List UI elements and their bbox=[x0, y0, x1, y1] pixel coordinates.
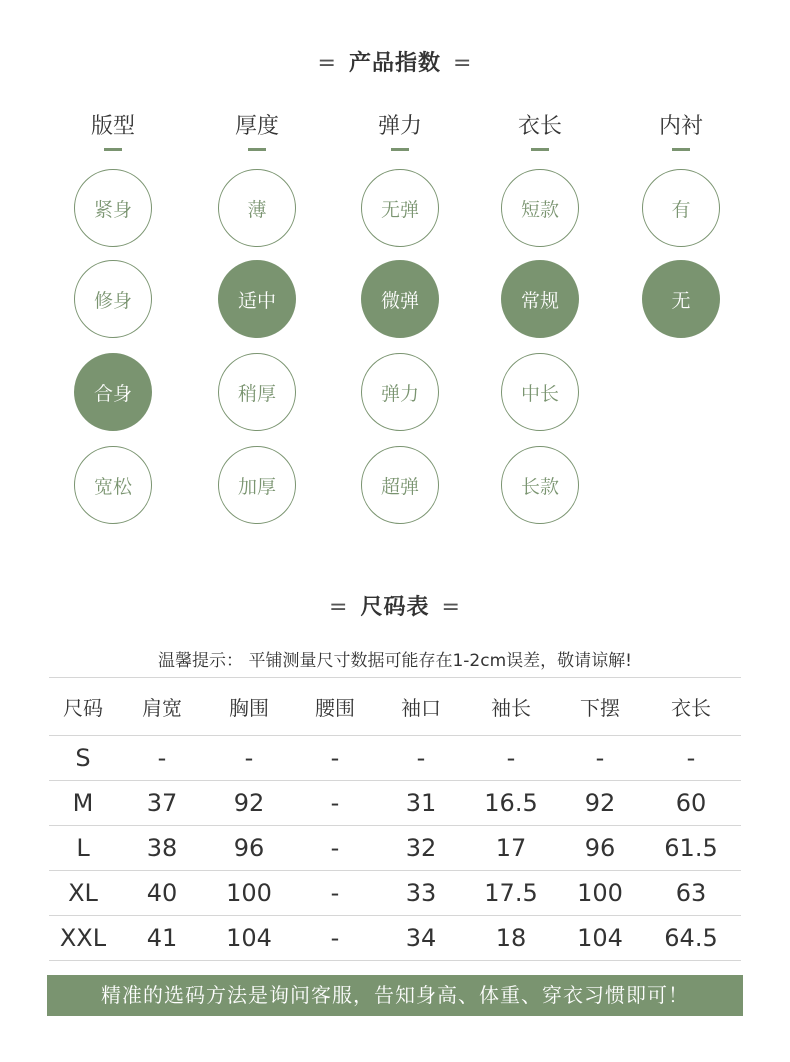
attr-header-label: 衣长 bbox=[517, 114, 562, 139]
measurement-cell: 38 bbox=[117, 826, 207, 871]
attr-header-label: 厚度 bbox=[234, 114, 279, 139]
size-label-cell: XL bbox=[49, 871, 117, 916]
attr-header-underline bbox=[104, 148, 122, 151]
measurement-cell: 37 bbox=[117, 781, 207, 826]
measurement-cell: 64.5 bbox=[641, 916, 741, 961]
attr-option: 宽松 bbox=[74, 446, 152, 524]
measurement-cell: 104 bbox=[559, 916, 641, 961]
measurement-cell: - bbox=[291, 781, 379, 826]
attr-option: 弹力 bbox=[361, 353, 439, 431]
title-eq-right: = bbox=[441, 595, 461, 620]
size-advice-banner: 精准的选码方法是询问客服，告知身高、体重、穿衣习惯即可！ bbox=[47, 975, 743, 1016]
measurement-cell: 40 bbox=[117, 871, 207, 916]
product-index-title-text: 产品指数 bbox=[348, 51, 441, 76]
attr-header-underline bbox=[672, 148, 690, 151]
attr-column-header bbox=[197, 112, 317, 151]
size-table-header-cell: 胸围 bbox=[207, 678, 291, 736]
title-eq-right: = bbox=[453, 51, 473, 76]
attr-header-underline bbox=[391, 148, 409, 151]
attr-option: 短款 bbox=[501, 169, 579, 247]
measurement-cell: 31 bbox=[379, 781, 463, 826]
attr-option-selected: 无 bbox=[642, 260, 720, 338]
size-table-header-cell: 尺码 bbox=[49, 678, 117, 736]
attr-option: 超弹 bbox=[361, 446, 439, 524]
size-chart-title bbox=[0, 590, 790, 621]
attr-option: 无弹 bbox=[361, 169, 439, 247]
table-row bbox=[49, 736, 741, 781]
table-row bbox=[49, 916, 741, 961]
size-label-cell: S bbox=[49, 736, 117, 781]
size-label-cell: M bbox=[49, 781, 117, 826]
size-table-header-cell: 腰围 bbox=[291, 678, 379, 736]
measurement-cell: 16.5 bbox=[463, 781, 559, 826]
attr-column-header bbox=[621, 112, 741, 151]
attr-header-label: 内衬 bbox=[658, 114, 703, 139]
measurement-cell: - bbox=[641, 736, 741, 781]
measurement-cell: 17 bbox=[463, 826, 559, 871]
measurement-cell: 96 bbox=[559, 826, 641, 871]
table-row bbox=[49, 781, 741, 826]
measurement-cell: 60 bbox=[641, 781, 741, 826]
measurement-cell: - bbox=[379, 736, 463, 781]
attr-header-underline bbox=[531, 148, 549, 151]
measurement-cell: 61.5 bbox=[641, 826, 741, 871]
table-row bbox=[49, 826, 741, 871]
size-table-header-row bbox=[49, 678, 741, 736]
measurement-cell: - bbox=[291, 916, 379, 961]
attr-option-selected: 常规 bbox=[501, 260, 579, 338]
attr-option: 有 bbox=[642, 169, 720, 247]
attr-header-label: 版型 bbox=[90, 114, 135, 139]
measurement-cell: - bbox=[291, 736, 379, 781]
measurement-cell: 34 bbox=[379, 916, 463, 961]
attr-option: 修身 bbox=[74, 260, 152, 338]
attr-header-label: 弹力 bbox=[377, 114, 422, 139]
product-index-title bbox=[0, 46, 790, 77]
measurement-cell: - bbox=[559, 736, 641, 781]
size-label-cell: L bbox=[49, 826, 117, 871]
size-chart-title-text: 尺码表 bbox=[360, 595, 430, 620]
measurement-cell: 92 bbox=[207, 781, 291, 826]
measurement-cell: 96 bbox=[207, 826, 291, 871]
attr-option-selected: 适中 bbox=[218, 260, 296, 338]
title-eq-left: = bbox=[329, 595, 349, 620]
measurement-cell: - bbox=[291, 871, 379, 916]
measurement-cell: 32 bbox=[379, 826, 463, 871]
measurement-cell: 104 bbox=[207, 916, 291, 961]
attr-option: 长款 bbox=[501, 446, 579, 524]
measurement-cell: 100 bbox=[559, 871, 641, 916]
size-table bbox=[49, 677, 741, 961]
title-eq-left: = bbox=[317, 51, 337, 76]
measurement-cell: - bbox=[291, 826, 379, 871]
size-table-header-cell: 袖口 bbox=[379, 678, 463, 736]
measurement-cell: 33 bbox=[379, 871, 463, 916]
measurement-cell: 92 bbox=[559, 781, 641, 826]
attr-header-underline bbox=[248, 148, 266, 151]
attr-option-selected: 合身 bbox=[74, 353, 152, 431]
measurement-tip: 温馨提示： 平铺测量尺寸数据可能存在1-2cm误差，敬请谅解! bbox=[158, 651, 632, 671]
attr-option: 稍厚 bbox=[218, 353, 296, 431]
measurement-cell: 63 bbox=[641, 871, 741, 916]
measurement-cell: 100 bbox=[207, 871, 291, 916]
size-label-cell: XXL bbox=[49, 916, 117, 961]
attr-option: 紧身 bbox=[74, 169, 152, 247]
attr-option-selected: 微弹 bbox=[361, 260, 439, 338]
size-table-header-cell: 衣长 bbox=[641, 678, 741, 736]
measurement-cell: - bbox=[463, 736, 559, 781]
attr-option: 加厚 bbox=[218, 446, 296, 524]
attr-column-header bbox=[480, 112, 600, 151]
measurement-cell: - bbox=[207, 736, 291, 781]
measurement-cell: 17.5 bbox=[463, 871, 559, 916]
attr-option: 薄 bbox=[218, 169, 296, 247]
size-table-header-cell: 下摆 bbox=[559, 678, 641, 736]
attr-option: 中长 bbox=[501, 353, 579, 431]
measurement-cell: 18 bbox=[463, 916, 559, 961]
attr-column-header bbox=[340, 112, 460, 151]
measurement-cell: 41 bbox=[117, 916, 207, 961]
size-table-header-cell: 袖长 bbox=[463, 678, 559, 736]
table-row bbox=[49, 871, 741, 916]
measurement-cell: - bbox=[117, 736, 207, 781]
attr-column-header bbox=[53, 112, 173, 151]
size-table-header-cell: 肩宽 bbox=[117, 678, 207, 736]
